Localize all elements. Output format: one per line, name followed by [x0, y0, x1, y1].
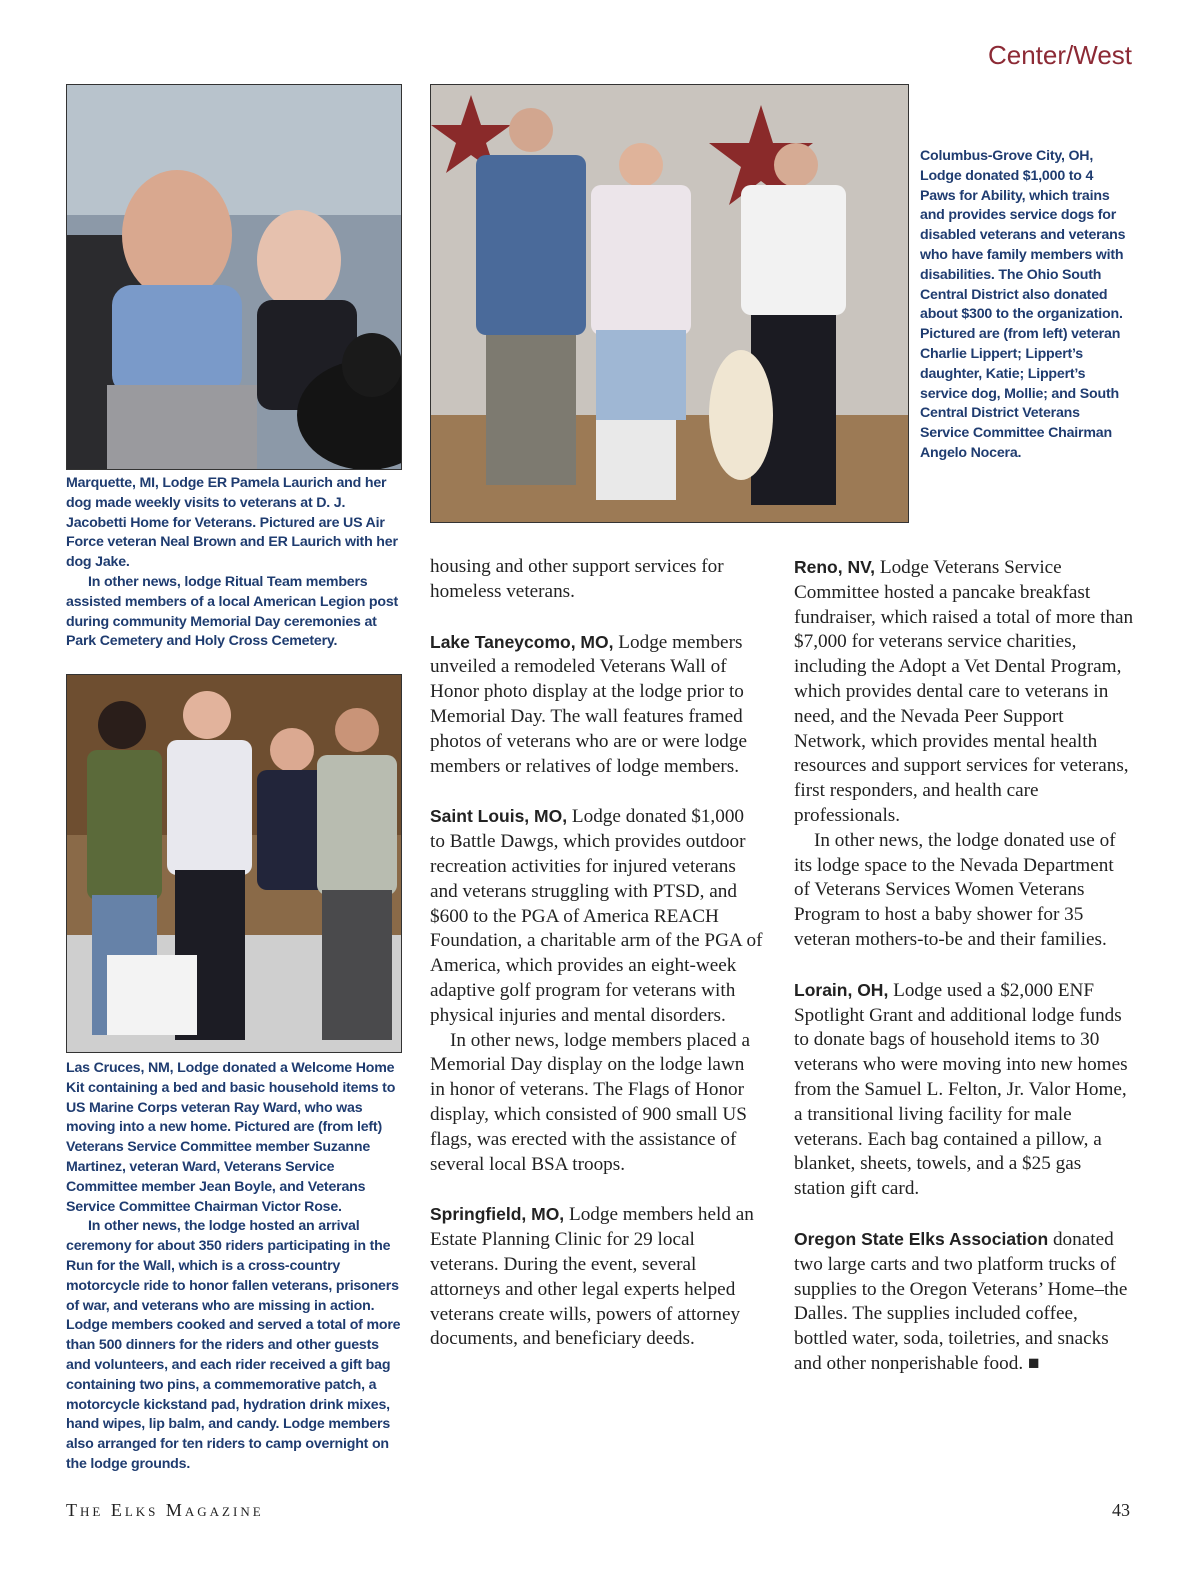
article-text: donated two large carts and two platform trucks of supplies to the Oregon Veterans’ Home–the Dalles. The supplies included coffee, bottled water, soda, toiletries, and snacks and other nonperishable food. ■ [794, 1228, 1128, 1374]
caption-place: Marquette, MI, [66, 475, 159, 491]
photo-columbus-grove [430, 84, 909, 523]
caption-text: Lodge ER Pamela Laurich and her dog made weekly visits to veterans at D. J. Jacobetti Home for Veterans. Pictured are US Air Force veteran Neal Brown and ER Laurich with her dog Jake. [66, 475, 398, 571]
section-label: Center/West [987, 40, 1132, 70]
caption-extra: In other news, lodge Ritual Team members assisted members of a local American Legion post during community Memorial Day ceremonies at Park Cemetery and Holy Cross Cemetery. [66, 573, 399, 650]
article-reno [794, 555, 1134, 829]
article-place: Springfield, MO, [430, 1204, 565, 1225]
article-place: Lake Taneycomo, MO, [430, 631, 614, 652]
article-place: Lorain, OH, [794, 979, 889, 1000]
article-text: Lodge used a $2,000 ENF Spotlight Grant and additional lodge funds to donate bags of household items to 30 veterans who were moving into new homes from the Samuel L. Felton, Jr. Valor Home, a transitional living facility for male veterans. Each bag contained a pillow, a blanket, sheets, towels, and a $25 gas station gift card. [794, 979, 1128, 1200]
caption-place: Las Cruces, NM, [66, 1060, 174, 1076]
article-oregon [794, 1227, 1134, 1377]
article-extra: In other news, lodge members placed a Memorial Day display on the lodge lawn in honor of veterans. The Flags of Honor display, which consisted of 900 small US flags, was erected with the assistance of several local BSA troops. [430, 1029, 750, 1175]
continued-text: housing and other support services for homeless veterans. [430, 556, 724, 602]
article-text: Lodge members held an Estate Planning Clinic for 29 local veterans. During the event, several attorneys and other legal experts helped veterans create wills, powers of attorney documents, and beneficiary deeds. [430, 1204, 754, 1350]
article-text: Lodge Veterans Service Committee hosted a pancake breakfast fundraiser, which raised a total of more than $7,000 for veterans service charities, including the Adopt a Vet Dental Program, which provides dental care to veterans in need, and the Nevada Peer Support Network, which provides mental health resources and support services for veterans, first responders, and health care professionals. [794, 557, 1134, 826]
article-lake-taneycomo [430, 630, 763, 780]
article-place: Saint Louis, MO, [430, 806, 568, 827]
caption-text: Lodge donated $1,000 to 4 Paws for Ability, which trains and provides service dogs for disabled veterans and veterans who have family members with disabilities. The Ohio South Central District also donated about $300 to the organization. Pictured are (from left) veteran Charlie Lippert; Lippert’s daughter, Katie; Lippert’s service dog, Mollie; and South Central District Veterans Service Committee Chairman Angelo Nocera. [920, 167, 1126, 461]
footer-magazine: The Elks Magazine [66, 1500, 264, 1520]
photo-las-cruces [66, 674, 402, 1053]
article-saint-louis [430, 804, 763, 1028]
article-place: Reno, NV, [794, 557, 876, 577]
article-place: Oregon State Elks Association [794, 1228, 1049, 1249]
photo-marquette [66, 84, 402, 470]
column-right [794, 555, 1134, 1377]
caption-text: Lodge donated a Welcome Home Kit containing a bed and basic household items to US Marine Corps veteran Ray Ward, who was moving into a new home. Pictured are (from left) Veterans Service Committee member Suzanne Martinez, veteran Ward, Veterans Service Committee member Jean Boyle, and Veterans Service Committee Chairman Victor Rose. [66, 1060, 396, 1215]
caption-place: Columbus-Grove City, OH, [920, 148, 1094, 164]
article-text: Lodge donated $1,000 to Battle Dawgs, which provides outdoor recreation activities for injured veterans and veterans struggling with PTSD, and $600 to the PGA of America REACH Foundation, a charitable arm of the PGA of America, which provides an eight-week adaptive golf program for veterans with physical injuries and mental disorders. [430, 806, 763, 1026]
article-extra: In other news, the lodge donated use of its lodge space to the Nevada Department of Veterans Services Women Veterans Program to host a baby shower for 35 veteran mothers-to-be and their families. [794, 829, 1116, 950]
caption-columbus-grove [920, 147, 1132, 464]
caption-las-cruces [66, 1059, 402, 1475]
caption-extra: In other news, the lodge hosted an arrival ceremony for about 350 riders participating in the Run for the Wall, which is a cross-country motorcycle ride to honor fallen veterans, prisoners of war, and veterans who are missing in action. Lodge members cooked and served a total of more than 500 dinners for the riders and other guests and volunteers, and each rider received a gift bag containing two pins, a commemorative patch, a motorcycle kickstand pad, hydration drink mixes, hand wipes, lip balm, and candy. Lodge members also arranged for ten riders to camp overnight on the lodge grounds. [66, 1218, 401, 1472]
column-middle [430, 555, 763, 1352]
page-number: 43 [1112, 1500, 1130, 1520]
article-lorain [794, 978, 1134, 1202]
caption-marquette [66, 474, 402, 652]
article-text: Lodge members unveiled a remodeled Veterans Wall of Honor photo display at the lodge prior to Memorial Day. The wall features framed photos of veterans who are or were lodge members or relatives of lodge members. [430, 631, 748, 777]
article-springfield [430, 1202, 763, 1352]
